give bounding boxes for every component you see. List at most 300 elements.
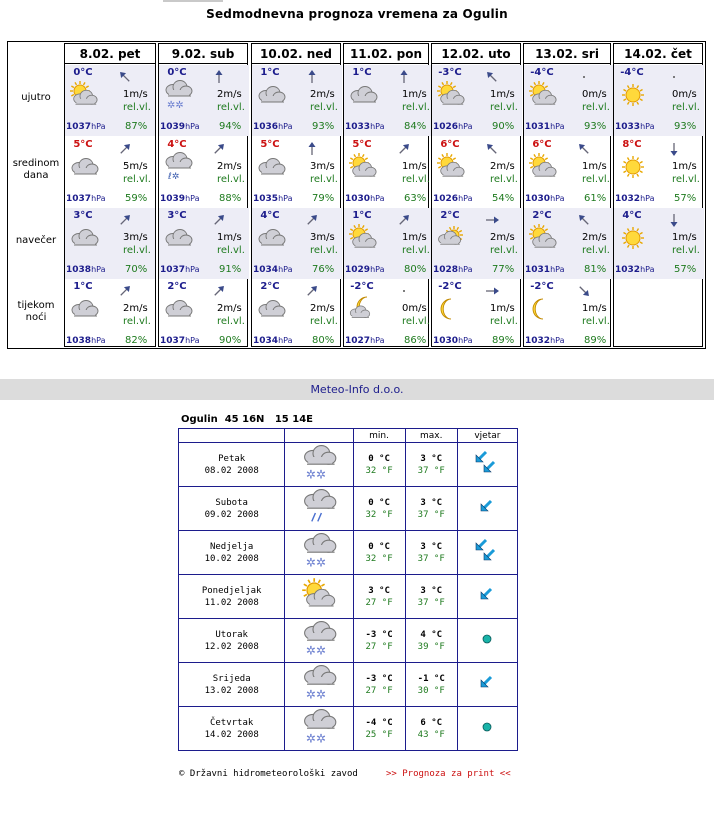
max-fahrenheit: 37 °F [417, 597, 445, 608]
day-column [613, 43, 703, 347]
cloud-icon [163, 223, 193, 253]
pressure: 1034hPa [253, 336, 293, 346]
forecast-slot [252, 208, 342, 279]
pressure: 1037hPa [160, 265, 200, 275]
forecast-slot [432, 208, 522, 279]
min-celsius: 0 °C [368, 541, 390, 552]
humidity-label: rel.vl. [123, 316, 151, 327]
wind-direction-icon [117, 141, 133, 157]
moon-icon [436, 294, 466, 324]
min-fahrenheit: 27 °F [365, 685, 393, 696]
cloud-sun-icon [436, 223, 466, 253]
wind-direction-icon [304, 69, 320, 85]
summary-min [353, 707, 405, 751]
row-label-morning: ujutro [21, 92, 51, 103]
humidity-value: 81% [584, 264, 607, 275]
cloud-snow-icon [301, 665, 337, 701]
wind-speed: 0m/s [582, 89, 607, 100]
summary-row [179, 663, 518, 707]
pressure: 1038hPa [66, 336, 106, 346]
summary-max [405, 619, 457, 663]
pressure: 1032hPa [615, 265, 655, 275]
wind-speed: 1m/s [582, 303, 607, 314]
summary-row [179, 619, 518, 663]
humidity-value: 76% [312, 264, 335, 275]
wind-direction-icon [396, 69, 412, 85]
wind-speed: 0m/s [672, 89, 697, 100]
double-arrow-sw-icon [474, 538, 500, 564]
header-weather [285, 429, 353, 443]
wind-direction-icon [484, 69, 500, 85]
summary-max [405, 487, 457, 531]
max-celsius: 3 °C [420, 497, 443, 508]
wind-speed: 3m/s [310, 232, 335, 243]
summary-day [179, 619, 285, 663]
pressure: 1033hPa [345, 122, 385, 132]
humidity-label: rel.vl. [310, 174, 338, 185]
temperature: 5°C [73, 139, 93, 150]
wind-speed: 1m/s [123, 89, 148, 100]
cloud-snow-icon [301, 709, 337, 745]
pressure: 1036hPa [253, 122, 293, 132]
calm-icon [474, 626, 500, 652]
humidity-value: 89% [584, 335, 607, 346]
day-name: Srijeda [212, 673, 251, 684]
svg-text:✲✲: ✲✲ [305, 643, 326, 657]
cloud-rain-icon [301, 489, 337, 525]
forecast-slot [432, 137, 522, 208]
sun-icon [618, 223, 648, 253]
row-label-midday: sredinom dana [12, 158, 60, 181]
day-column [251, 43, 341, 347]
day-name: Četvrtak [209, 717, 254, 728]
wind-speed: 3m/s [123, 232, 148, 243]
forecast-slot [432, 65, 522, 136]
cloud-icon [256, 80, 286, 110]
svg-text:✲✲: ✲✲ [305, 467, 326, 481]
wind-direction-icon [484, 141, 500, 157]
humidity-value: 59% [125, 193, 148, 204]
summary-wind [457, 487, 517, 531]
humidity-label: rel.vl. [402, 316, 430, 327]
wind-direction-icon [211, 141, 227, 157]
calm-icon [474, 714, 500, 740]
sun-cloud-icon [348, 223, 378, 253]
min-fahrenheit: 27 °F [365, 597, 393, 608]
cloud-icon [256, 223, 286, 253]
svg-text:ℓ✲: ℓ✲ [168, 172, 180, 182]
cloud-snow-icon [163, 80, 193, 110]
forecast-slot [524, 65, 614, 136]
cloud-snow-icon [301, 533, 337, 569]
summary-wind [457, 707, 517, 751]
wind-speed: 1m/s [672, 232, 697, 243]
max-celsius: 4 °C [420, 629, 443, 640]
forecast-slot [524, 279, 614, 350]
summary-row [179, 575, 518, 619]
day-date: 14.02 2008 [204, 729, 259, 740]
pressure: 1035hPa [253, 194, 293, 204]
pressure: 1030hPa [433, 336, 473, 346]
wind-direction-icon [576, 283, 592, 299]
wind-direction-icon [576, 69, 592, 85]
summary-wind [457, 619, 517, 663]
day-column [523, 43, 611, 347]
double-arrow-sw-icon [474, 450, 500, 476]
summary-day [179, 575, 285, 619]
summary-max [405, 443, 457, 487]
humidity-label: rel.vl. [672, 102, 700, 113]
empty-slot [614, 279, 704, 350]
temperature: 5°C [260, 139, 280, 150]
temperature: 2°C [532, 210, 552, 221]
temperature: -2°C [530, 281, 554, 292]
wind-speed: 1m/s [490, 89, 515, 100]
max-fahrenheit: 43 °F [417, 729, 445, 740]
summary-min [353, 443, 405, 487]
forecast-slot [524, 208, 614, 279]
day-column [343, 43, 429, 347]
wind-direction-icon [396, 212, 412, 228]
day-name: Subota [215, 497, 248, 508]
humidity-label: rel.vl. [217, 316, 245, 327]
humidity-value: 82% [125, 335, 148, 346]
day-column [431, 43, 521, 347]
humidity-value: 61% [584, 193, 607, 204]
summary-min [353, 663, 405, 707]
humidity-value: 90% [492, 121, 515, 132]
day-date: 11.02 2008 [204, 597, 259, 608]
wind-speed: 5m/s [123, 161, 148, 172]
pressure: 1027hPa [345, 336, 385, 346]
humidity-value: 70% [125, 264, 148, 275]
pressure: 1039hPa [160, 194, 200, 204]
min-fahrenheit: 27 °F [365, 641, 393, 652]
cloud-icon [348, 80, 378, 110]
forecast-slot [344, 208, 434, 279]
humidity-label: rel.vl. [402, 102, 430, 113]
humidity-label: rel.vl. [582, 102, 610, 113]
min-celsius: 3 °C [368, 585, 390, 596]
sun-cloud-icon [348, 152, 378, 182]
wind-speed: 2m/s [217, 89, 242, 100]
temperature: 1°C [352, 67, 372, 78]
wind-direction-icon [117, 283, 133, 299]
min-fahrenheit: 32 °F [365, 553, 393, 564]
wind-speed: 1m/s [217, 232, 242, 243]
wind-speed: 1m/s [672, 161, 697, 172]
min-celsius: -4 °C [365, 717, 393, 728]
forecast-slot [159, 208, 249, 279]
forecast-slot [159, 137, 249, 208]
summary-weather [285, 443, 353, 487]
temperature: 1°C [260, 67, 280, 78]
summary-weather [285, 575, 353, 619]
wind-direction-icon [666, 212, 682, 228]
summary-min [353, 619, 405, 663]
humidity-label: rel.vl. [672, 245, 700, 256]
summary-day [179, 487, 285, 531]
wind-speed: 2m/s [123, 303, 148, 314]
humidity-label: rel.vl. [310, 245, 338, 256]
humidity-value: 88% [219, 193, 242, 204]
cloud-icon [69, 223, 99, 253]
wind-speed: 2m/s [310, 89, 335, 100]
cloud-icon [69, 294, 99, 324]
wind-speed: 2m/s [217, 161, 242, 172]
humidity-value: 89% [492, 335, 515, 346]
forecast-slot [65, 65, 155, 136]
temperature: 0°C [167, 67, 187, 78]
sun-cloud-icon [436, 80, 466, 110]
wind-speed: 3m/s [310, 161, 335, 172]
humidity-label: rel.vl. [490, 316, 518, 327]
wind-direction-icon [396, 283, 412, 299]
sun-icon [618, 152, 648, 182]
min-celsius: -3 °C [365, 629, 393, 640]
sun-cloud-icon [69, 80, 99, 110]
wind-direction-icon [211, 69, 227, 85]
max-fahrenheit: 37 °F [417, 509, 445, 520]
min-fahrenheit: 32 °F [365, 509, 393, 520]
summary-wind [457, 531, 517, 575]
humidity-value: 86% [404, 335, 427, 346]
temperature: 4°C [260, 210, 280, 221]
humidity-value: 84% [404, 121, 427, 132]
pressure: 1037hPa [160, 336, 200, 346]
max-fahrenheit: 37 °F [417, 465, 445, 476]
humidity-value: 57% [674, 193, 697, 204]
temperature: -3°C [438, 67, 462, 78]
wind-speed: 1m/s [402, 161, 427, 172]
pressure: 1037hPa [66, 122, 106, 132]
copyright-text: © Državni hidrometeorološki zavod [179, 769, 358, 779]
day-date: 13.02 2008 [204, 685, 259, 696]
header-min: min. [353, 429, 405, 443]
wind-speed: 1m/s [402, 232, 427, 243]
wind-direction-icon [211, 283, 227, 299]
forecast-slot [159, 279, 249, 350]
summary-row [179, 531, 518, 575]
cloud-icon [69, 152, 99, 182]
max-celsius: 6 °C [420, 717, 443, 728]
cloud-sleet-icon [163, 152, 193, 182]
pressure: 1029hPa [345, 265, 385, 275]
pressure: 1028hPa [433, 265, 473, 275]
day-date: 10.02 2008 [204, 553, 259, 564]
wind-direction-icon [117, 69, 133, 85]
wind-speed: 2m/s [217, 303, 242, 314]
sun-cloud-icon [528, 80, 558, 110]
wind-direction-icon [576, 212, 592, 228]
forecast-slot [65, 137, 155, 208]
temperature: -4°C [530, 67, 554, 78]
pressure: 1026hPa [433, 194, 473, 204]
temperature: -2°C [350, 281, 374, 292]
humidity-value: 57% [674, 264, 697, 275]
wind-speed: 1m/s [402, 89, 427, 100]
summary-day [179, 707, 285, 751]
forecast-slot [614, 208, 704, 279]
forecast-slot [159, 65, 249, 136]
pressure: 1031hPa [525, 122, 565, 132]
pressure: 1033hPa [615, 122, 655, 132]
wind-direction-icon [666, 69, 682, 85]
summary-max [405, 531, 457, 575]
svg-text:✲✲: ✲✲ [167, 100, 184, 110]
temperature: 1°C [352, 210, 372, 221]
humidity-value: 80% [404, 264, 427, 275]
summary-day [179, 531, 285, 575]
day-name: Ponedjeljak [201, 585, 262, 596]
humidity-value: 79% [312, 193, 335, 204]
header-day [179, 429, 285, 443]
pressure: 1038hPa [66, 265, 106, 275]
wind-speed: 1m/s [582, 161, 607, 172]
print-forecast-link[interactable]: >> Prognoza za print << [386, 769, 511, 779]
summary-row [179, 487, 518, 531]
temperature: 3°C [73, 210, 93, 221]
day-header: 10.02. ned [252, 44, 340, 64]
forecast-slot [432, 279, 522, 350]
wind-direction-icon [304, 283, 320, 299]
sun-cloud-icon [528, 223, 558, 253]
humidity-label: rel.vl. [310, 102, 338, 113]
wind-direction-icon [666, 141, 682, 157]
humidity-label: rel.vl. [582, 245, 610, 256]
seven-day-forecast-grid [7, 41, 706, 349]
forecast-slot [344, 279, 434, 350]
min-fahrenheit: 32 °F [365, 465, 393, 476]
forecast-slot [614, 137, 704, 208]
temperature: -4°C [620, 67, 644, 78]
temperature: 6°C [440, 139, 460, 150]
humidity-value: 87% [125, 121, 148, 132]
header-wind: vjetar [457, 429, 517, 443]
summary-max [405, 707, 457, 751]
cloud-snow-icon [301, 621, 337, 657]
wind-direction-icon [576, 141, 592, 157]
pressure: 1032hPa [615, 194, 655, 204]
svg-text:✲✲: ✲✲ [305, 687, 326, 701]
min-fahrenheit: 25 °F [365, 729, 393, 740]
temperature: 2°C [260, 281, 280, 292]
pressure: 1026hPa [433, 122, 473, 132]
forecast-slot [65, 208, 155, 279]
max-fahrenheit: 39 °F [417, 641, 445, 652]
page-title: Sedmodnevna prognoza vremena za Ogulin [206, 7, 508, 21]
pressure: 1030hPa [345, 194, 385, 204]
humidity-value: 54% [492, 193, 515, 204]
wind-speed: 0m/s [402, 303, 427, 314]
humidity-label: rel.vl. [490, 174, 518, 185]
wind-direction-icon [484, 212, 500, 228]
day-header: 8.02. pet [65, 44, 155, 64]
wind-direction-icon [396, 141, 412, 157]
summary-min [353, 487, 405, 531]
row-label-evening: navečer [15, 235, 57, 246]
forecast-slot [252, 65, 342, 136]
pressure: 1031hPa [525, 265, 565, 275]
max-celsius: 3 °C [420, 453, 443, 464]
cloud-snow-icon [301, 445, 337, 481]
summary-wind [457, 443, 517, 487]
temperature: 4°C [622, 210, 642, 221]
min-celsius: 0 °C [368, 497, 390, 508]
forecast-slot [252, 279, 342, 350]
arrow-sw-icon [474, 494, 500, 520]
humidity-value: 93% [674, 121, 697, 132]
humidity-value: 93% [584, 121, 607, 132]
summary-max [405, 663, 457, 707]
pressure: 1034hPa [253, 265, 293, 275]
humidity-label: rel.vl. [582, 316, 610, 327]
summary-header-row [179, 429, 518, 443]
moon-cloud-icon [348, 294, 378, 324]
humidity-value: 63% [404, 193, 427, 204]
summary-row [179, 443, 518, 487]
summary-weather [285, 531, 353, 575]
forecast-slot [344, 65, 434, 136]
wind-speed: 1m/s [490, 303, 515, 314]
summary-day [179, 663, 285, 707]
humidity-label: rel.vl. [217, 174, 245, 185]
sun-cloud-icon [436, 152, 466, 182]
humidity-label: rel.vl. [217, 245, 245, 256]
forecast-slot [614, 65, 704, 136]
summary-wind [457, 575, 517, 619]
humidity-label: rel.vl. [672, 174, 700, 185]
wind-direction-icon [484, 283, 500, 299]
summary-min [353, 575, 405, 619]
day-date: 12.02 2008 [204, 641, 259, 652]
summary-day [179, 443, 285, 487]
max-fahrenheit: 37 °F [417, 553, 445, 564]
sun-icon [618, 80, 648, 110]
pressure: 1037hPa [66, 194, 106, 204]
summary-min [353, 531, 405, 575]
cloud-icon [163, 294, 193, 324]
forecast-slot [252, 137, 342, 208]
top-tab-decoration [163, 0, 223, 2]
max-celsius: 3 °C [420, 585, 443, 596]
temperature: 2°C [440, 210, 460, 221]
humidity-label: rel.vl. [123, 102, 151, 113]
row-label-night: tijekom noći [17, 300, 55, 323]
humidity-label: rel.vl. [217, 102, 245, 113]
day-name: Nedjelja [209, 541, 254, 552]
day-column [158, 43, 248, 347]
pressure: 1030hPa [525, 194, 565, 204]
forecast-slot [65, 279, 155, 350]
svg-text:✲✲: ✲✲ [305, 731, 326, 745]
temperature: 6°C [532, 139, 552, 150]
temperature: 1°C [73, 281, 93, 292]
arrow-sw-icon [474, 582, 500, 608]
wind-direction-icon [304, 212, 320, 228]
wind-direction-icon [117, 212, 133, 228]
humidity-value: 77% [492, 264, 515, 275]
summary-weather [285, 707, 353, 751]
location-title: Ogulin 45 16N 15 14E [181, 414, 313, 425]
summary-weather [285, 619, 353, 663]
moon-icon [528, 294, 558, 324]
sun-cloud-icon [301, 577, 337, 613]
humidity-value: 94% [219, 121, 242, 132]
humidity-value: 91% [219, 264, 242, 275]
wind-speed: 2m/s [582, 232, 607, 243]
summary-row [179, 707, 518, 751]
